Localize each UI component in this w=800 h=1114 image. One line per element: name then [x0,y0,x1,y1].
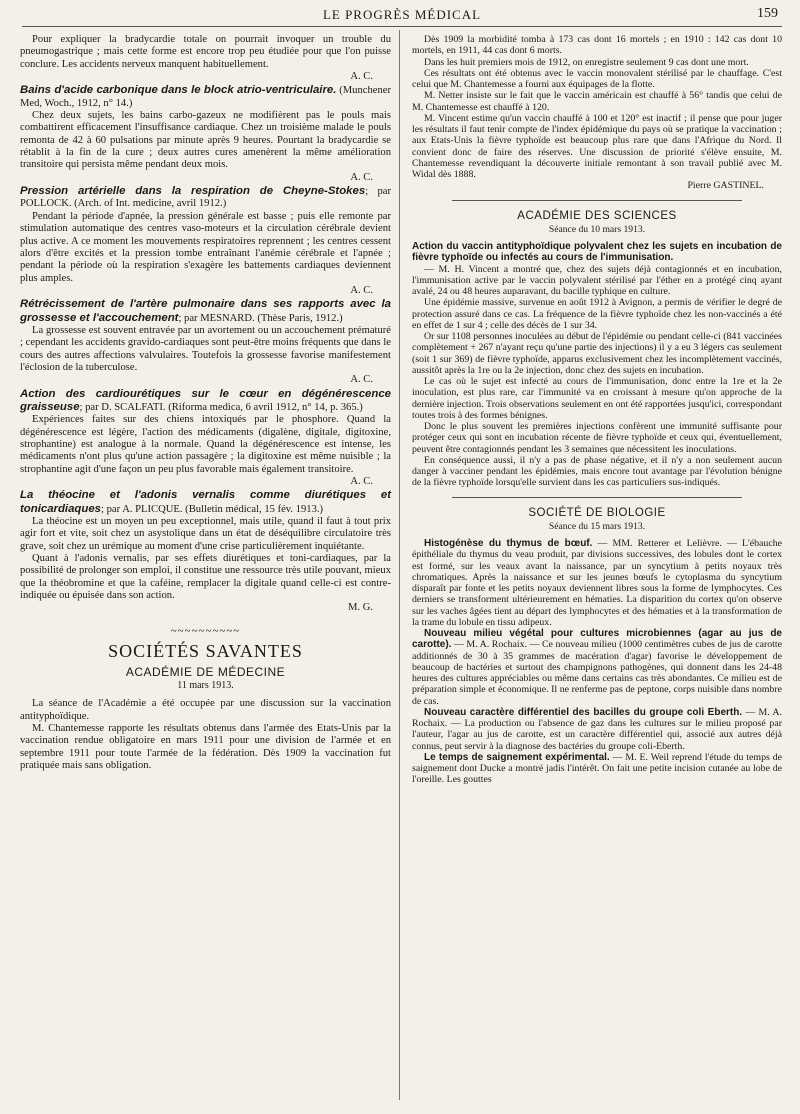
paragraph: Chez deux sujets, les bains carbo-gazeux ne modifièrent pas le pouls mais combattirent efficacement l'insuffisance cardiaque. Chez un troisième malade le pouls remonta de 42 à 60 pulsations par minute après 9 heures. Pourtant la bradycardie se rétablit à la fin de la cure ; deux autres cures amenèrent la même amélioration transitoire qui persista même pendant deux mois. [20,110,391,171]
paragraph: Dans les huit premiers mois de 1912, on enregistre seulement 9 cas dont une mort. [424,56,749,68]
session-date: Séance du 15 mars 1913. [548,520,646,532]
left-column [20,34,391,772]
paragraph: M. Netter insiste sur le fait que le vaccin américain est chauffé à 56° tandis que celui de M. Chantemesse est chauffé à 120. [412,90,782,113]
signature: Pierre GASTINEL. [687,180,764,192]
communication-text: — M. A. Rochaix. — La production ou l'absence de gaz dans les cultures sur le milieu proposé par l'auteur, l'agar au jus de carotte, est un caractère différentiel qui, associé aux autres déjà connus, peut servir à la diagnose des bactéries du groupe coli-Eberth. [412,706,782,752]
signature: A. C. [350,374,373,386]
paragraph: Dès 1909 la morbidité tomba à 173 cas dont 16 mortels ; en 1910 : 142 cas dont 10 mortels, en 1911, 44 cas dont 6 morts. [412,34,782,57]
communication-title: Nouveau caractère différentiel des bacilles du groupe coli Eberth. [424,706,743,718]
article-title: Action des cardiourétiques sur le cœur en dégénérescence graisseuse [20,387,391,413]
signature: A. C. [350,71,373,83]
signature: A. C. [350,284,373,296]
paragraph: Or sur 1108 personnes inoculées au début de l'épidémie ou pendant celle-ci (841 vaccinées complètement + 267 n'ayant reçu qu'une partie des injections) il y a eu 3 légers cas seulement (soit 1 sur 369) de fièvre typhoïde, apparus exclusivement chez les incomplètement vaccinés, aussitôt après la 1re ou la 2e injection, donc chez des sujets en incubation. [412,331,782,376]
paragraph: La théocine est un moyen un peu exceptionnel, mais utile, quand il faut à tout prix agir fort et vite, soit chez un asystolique dans un état de déséquilibre circulatoire très grave, soit chez un urémique au moment d'une crise particulièrement inquiétante. [20,516,391,552]
paragraph: Expériences faites sur des chiens intoxiqués par le phosphore. Quand la dégénérescence est légère, l'action des médicaments (digalène, digitale, digitoxine, strophantine) est analogue à la normale. Quand la dégénérescence est intense, les médicaments n'ont plus qu'une action passagère ; la digitoxine est même nuisible ; la strophantine agit d'une façon un peu plus favorable mais également transitoire. [20,414,391,475]
article-reference: ; par D. SCALFATI. (Riforma medica, 6 avril 1912, n° 14, p. 365.) [79,401,363,413]
communication-title: Nouveau milieu végétal pour cultures microbiennes (agar au jus de carotte). [412,628,782,651]
communication-title: Action du vaccin antityphoïdique polyvalent chez les sujets en incubation de fièvre typhoïde ou infectés au cours de l'immunisation. [412,241,782,264]
article-reference: (Munchener Med, Woch., 1912, n° 14.) [20,85,391,109]
page-header [22,6,782,27]
communication [412,752,782,786]
communication [412,538,782,628]
article-heading [20,298,391,325]
article-title: Pression artérielle dans la respiration de Cheyne-Stokes [20,185,366,198]
paragraph: Le cas où le sujet est infecté au cours de l'immunisation, donc entre la 1re et la 2e inoculation, est plus rare, car l'immunité va en croissant à mesure qu'on approche de la dernière injection. Trois observations seulement en ont été rapportées jusqu'ici, correspondant toutes trois à des formes bénignes. [412,376,782,421]
article-reference: ; par POLLOCK. (Arch. of Int. medicine, avril 1912.) [20,186,391,210]
communication [412,628,782,707]
paragraph: Quant à l'adonis vernalis, par ses effets diurétiques et toni-cardiaques, par la possibilité de prolonger son emploi, il constitue une ressource très utile pouvant, mieux que la théobromine et que la caféine, remplacer la digitale quand celle-ci est contre-indiquée ou épuisée dans son action. [20,553,391,602]
section-title: SOCIÉTÉS SAVANTES [108,641,303,662]
article-reference: ; par MESNARD. (Thèse Paris, 1912.) [178,312,343,324]
communication-text: — MM. Retterer et Lelièvre. — L'ébauche épithéliale du thymus du veau produit, par divisions successives, des lobules dont le cortex est formé, sur les veaux avant la naissance, par un syncytium à petits noyaux très chromatiques. Après la naissance et sur les jeunes bœufs le cytoplasma du syncytium disparaît par fonte et les petits noyaux deviennent libres sous la forme de lymphocytes. Ces derniers se transforment ultérieurement en hématies. La disparition du cortex qu'on observe sur les vaches âgées tient au départ des lymphocytes et des hématies et à la transformation de la trame du lobule en tissu adipeux. [412,538,782,628]
column-divider [399,30,400,1100]
session-date: Séance du 10 mars 1913. [548,223,646,235]
article-heading [20,489,391,516]
signature: A. C. [350,476,373,488]
signature: A. C. [350,171,373,183]
paragraph: En conséquence aussi, il n'y a pas de phase négative, et il n'y a non seulement aucun danger à vacciner pendant les épidémies, mais encore tout avantage par l'évolution bénigne de la fièvre typhoïde lorsqu'elle survient dans les cas particuliers sus-indiqués. [412,454,782,489]
article-heading [20,388,391,415]
article-title: La théocine et l'adonis vernalis comme diurétiques et tonicardiaques [20,489,391,515]
signature: M. G. [347,602,373,614]
paragraph: Pour expliquer la bradycardie totale on pourrait invoquer un trouble du pneumogastrique ; mais cette forme est encore trop peu étudiée pour que l'on puisse conclure. Les accidents nerveux manquent habituellement. [20,34,391,70]
page-number: 159 [757,6,778,21]
paragraph: M. Chantemesse rapporte les résultats obtenus dans l'armée des Etats-Unis par la vaccination rendue obligatoire en mars 1911 pour une division de l'armée et en septembre 1911 pour toute l'armée de la fédération. Dès 1909 la vaccination fut pratiquée mais sans obligation. [20,722,391,771]
communication-text: — M. A. Rochaix. — Ce nouveau milieu (1000 centimètres cubes de jus de carotte additionnés de 30 à 35 grammes de macération d'agar) favorise le développement de beaucoup de bactéries et surtout des champignons pathogènes, qui donnent dans les 24-48 heures des cultures appréciables ou même dans certains cas très abondantes. Ce milieu est de préparation simple et économique. Il ne renferme pas de peptone, corps nuisible dans nombre de cas. [412,639,782,707]
article-heading [20,84,391,110]
paragraph: La grossesse est souvent entravée par un avortement ou un accouchement prématuré ; cependant les accidents gravido-cardiaques sont peut-être moins fréquents que dans le cours des autres affections valvulaires. Toutefois la grossesse favorise manifestement l'éclosion de la tuberculose. [20,324,391,373]
paragraph: Une épidémie massive, survenue en août 1912 à Avignon, a permis de vérifier le degré de protection assuré dans ce cas. La fréquence de la fièvre typhoïde chez les non-vaccinés a été en effet de 1 sur 4 ; celle des décès de 1 sur 34. [412,297,782,331]
communication-title: Histogénèse du thymus de bœuf. [424,538,593,549]
article-reference: ; par A. PLICQUE. (Bulletin médical, 15 fév. 1913.) [101,503,324,515]
paragraph: — M. H. Vincent a montré que, chez des sujets déjà contagionnés et en incubation, l'immunisation active par le vaccin polyvalent stérilisé par l'éther en a protégé cinq ayant avalé, 24 ou 48 heures auparavant, du bacille typhique en culture. [412,263,782,297]
communication [412,707,782,752]
article-title: Bains d'acide carbonique dans le block atrio-ventriculaire. [20,84,337,97]
society-heading: SOCIÉTÉ DE BIOLOGIE [528,506,666,519]
communication-text: — M. E. Weil reprend l'étude du temps de saignement dont Ducke a montré jadis l'intérêt. On fait une petite incision cutanée au lobe de l'oreille. Les gouttes [412,751,783,786]
paragraph: La séance de l'Académie a été occupée par une discussion sur la vaccination antityphoïdique. [20,698,391,722]
paragraph: M. Vincent estime qu'un vaccin chauffé à 100 et 120° est inactif ; il pense que pour juger les résultats il faut tenir compte de l'index épidémique du pays où se pratique la vaccination ; aux Etats-Unis la fièvre typhoïde est beaucoup plus rare que dans l'Afrique du Nord. Il convient donc de faire des réserves. Une discussion de priorité s'élève ensuite, M. Chantemesse revendiquant la découverte initiale remontant à son travail publié avec M. Widal dès 1888. [412,112,782,180]
session-date: 11 mars 1913. [177,679,234,691]
ornament-divider: ~~~~~~~~~~ [170,624,241,637]
journal-title: LE PROGRÈS MÉDICAL [322,7,482,22]
society-heading: ACADÉMIE DES SCIENCES [517,209,677,222]
communication-title: Le temps de saignement expérimental. [424,751,610,763]
section-rule [452,200,742,201]
right-column [412,34,782,786]
paragraph: Donc le plus souvent les premières injections confèrent une immunité suffisante pour protéger ceux qui sont en incubation récente de fièvre typhoïde et ceux qui, éventuellement, peuvent être contagionnés pendant les 3 semaines que nécessitent les inoculations. [412,421,782,455]
section-rule [452,497,742,498]
article-title: Rétrécissement de l'artère pulmonaire dans ses rapports avec la grossesse et l'accouchement [20,298,391,324]
society-heading: ACADÉMIE DE MÉDECINE [125,664,286,679]
paragraph: Ces résultats ont été obtenus avec le vaccin monovalent stérilisé par le chauffage. C'est celui que M. Chantemesse a fourni aux équipages de la flotte. [412,67,782,90]
article-heading [20,185,391,211]
paragraph: Pendant la période d'apnée, la pression générale est basse ; puis elle remonte par stimulation automatique des centres vaso-moteurs et la circulation cérébrale devient plus active. A ce moment les mouvements respiratoires reprennent ; les centres cessent alors d'être excités et la pression tombe entraînant l'anémie cérébrale et l'apnée ; pendant la période où la respiration s'exagère les battements cardiaques deviennent plus amples. [20,210,391,284]
